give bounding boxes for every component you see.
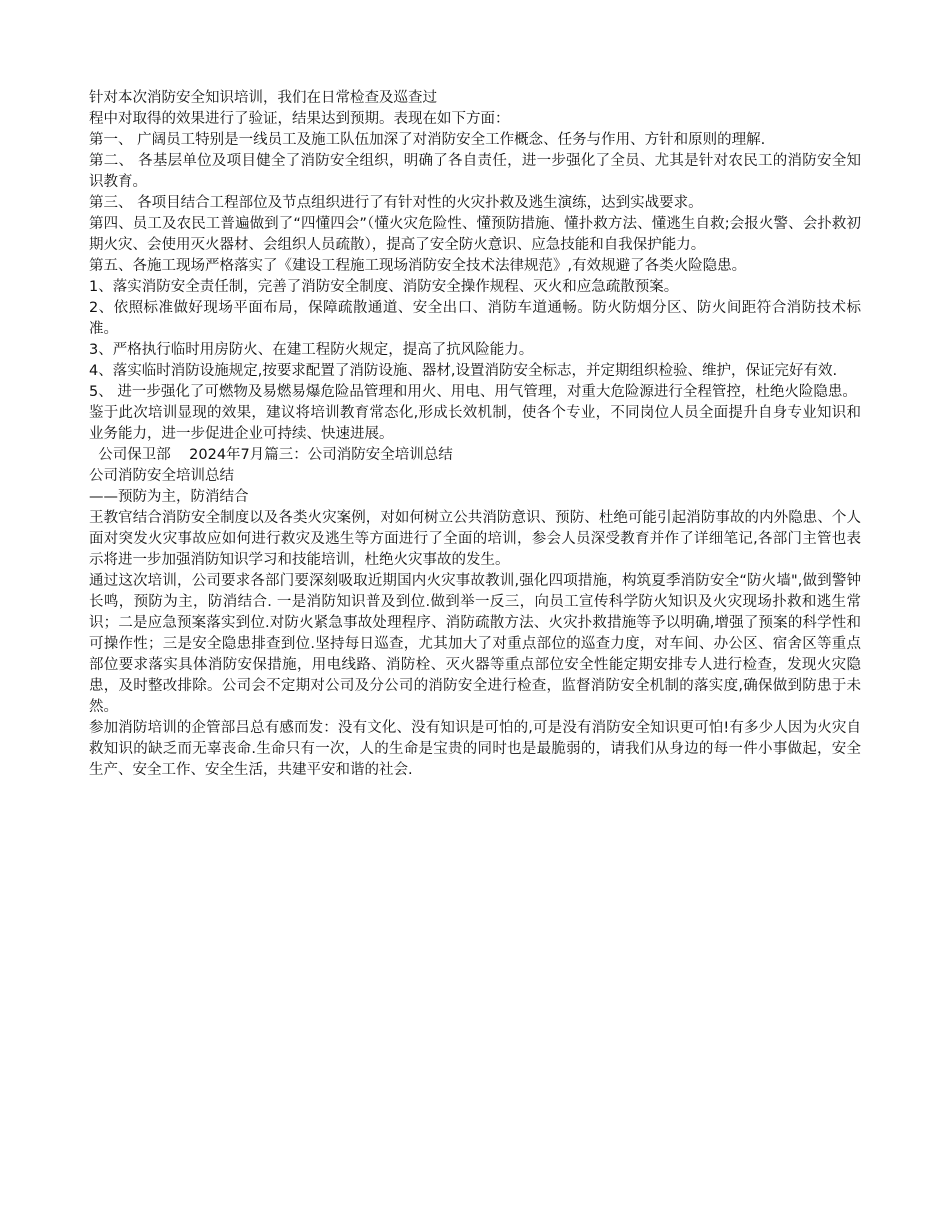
list-item-1: 1、落实消防安全责任制，完善了消防安全制度、消防安全操作规程、灭火和应急疏散预案。 bbox=[89, 279, 679, 295]
paragraph-recommendation: 鉴于此次培训显现的效果，建议将培训教育常态化,形成长效机制，使各个专业，不同岗位人员全面提升自身专业知识和业务能力，进一步促进企业可持续、快速进展。 bbox=[89, 405, 861, 442]
section-subtitle: ——预防为主，防消结合 bbox=[89, 489, 249, 505]
document-body bbox=[89, 88, 861, 781]
paragraph-training-content: 王教官结合消防安全制度以及各类火灾案例，对如何树立公共消防意识、预防、杜绝可能引起消防事故的内外隐患、个人面对突发火灾事故应如何进行救灾及逃生等方面进行了全面的培训，参会人员深受教育并作了详细笔记,各部门主管也表示将进一步加强消防知识学习和技能培训，杜绝火灾事故的发生。 bbox=[89, 510, 861, 568]
signature-line: 公司保卫部 2024年7月篇三：公司消防安全培训总结 bbox=[89, 447, 453, 463]
paragraph-fifth: 第五、各施工现场严格落实了《建设工程施工现场消防安全技术法律规范》,有效规避了各类火险隐患。 bbox=[89, 258, 747, 274]
paragraph-closing: 参加消防培训的企管部吕总有感而发：没有文化、没有知识是可怕的,可是没有消防安全知识更可怕!有多少人因为火灾自救知识的缺乏而无辜丧命.生命只有一次，人的生命是宝贵的同时也是最脆弱的，请我们从身边的每一件小事做起，安全生产、安全工作、安全生活，共建平安和谐的社会. bbox=[89, 720, 861, 778]
list-item-5: 5、 进一步强化了可燃物及易燃易爆危险品管理和用火、用电、用气管理，对重大危险源进行全程管控，杜绝火险隐患。 bbox=[89, 384, 857, 400]
paragraph-four-measures: 通过这次培训，公司要求各部门要深刻吸取近期国内火灾事故教训,强化四项措施，构筑夏季消防安全“防火墙",做到警钟长鸣，预防为主，防消结合. 一是消防知识普及到位.做到举一反三，向员工宣传科学防火知识及火灾现场扑救和逃生常识；二是应急预案落实到位.对防火紧急事故处理程序、消防疏散方法、火灾扑救措施等予以明确,增强了预案的科学性和可操作性；三是安全隐患排查到位.坚持每日巡查，尤其加大了对重点部位的巡查力度，对车间、办公区、宿舍区等重点部位要求落实具体消防安保措施，用电线路、消防栓、灭火器等重点部位安全性能定期安排专人进行检查，发现火灾隐患，及时整改排除。公司会不定期对公司及分公司的消防安全进行检查，监督消防安全机制的落实度,确保做到防患于未然。 bbox=[89, 573, 861, 715]
paragraph-first: 第一、 广阔员工特别是一线员工及施工队伍加深了对消防安全工作概念、任务与作用、方针和原则的理解. bbox=[89, 132, 766, 148]
paragraph-third: 第三、 各项目结合工程部位及节点组织进行了有针对性的火灾扑救及逃生演练，达到实战要求。 bbox=[89, 195, 703, 211]
list-item-3: 3、严格执行临时用房防火、在建工程防火规定，提高了抗风险能力。 bbox=[89, 342, 534, 358]
paragraph-fourth: 第四、员工及农民工普遍做到了“四懂四会”（懂火灾危险性、懂预防措施、懂扑救方法、懂逃生自救;会报火警、会扑救初期火灾、会使用灭火器材、会组织人员疏散），提高了安全防火意识、应急技能和自我保护能力。 bbox=[89, 216, 861, 253]
paragraph-second: 第二、 各基层单位及项目健全了消防安全组织，明确了各自责任，进一步强化了全员、尤其是针对农民工的消防安全知识教育。 bbox=[89, 153, 861, 190]
paragraph-intro-line-1: 针对本次消防安全知识培训，我们在日常检查及巡查过 bbox=[89, 90, 437, 106]
paragraph-intro-line-2: 程中对取得的效果进行了验证，结果达到预期。表现在如下方面： bbox=[89, 111, 510, 127]
list-item-2: 2、依照标准做好现场平面布局，保障疏散通道、安全出口、消防车道通畅。防火防烟分区、防火间距符合消防技术标准。 bbox=[89, 300, 861, 337]
section-title: 公司消防安全培训总结 bbox=[89, 468, 234, 484]
list-item-4: 4、落实临时消防设施规定,按要求配置了消防设施、器材,设置消防安全标志，并定期组织检验、维护，保证完好有效. bbox=[89, 363, 838, 379]
